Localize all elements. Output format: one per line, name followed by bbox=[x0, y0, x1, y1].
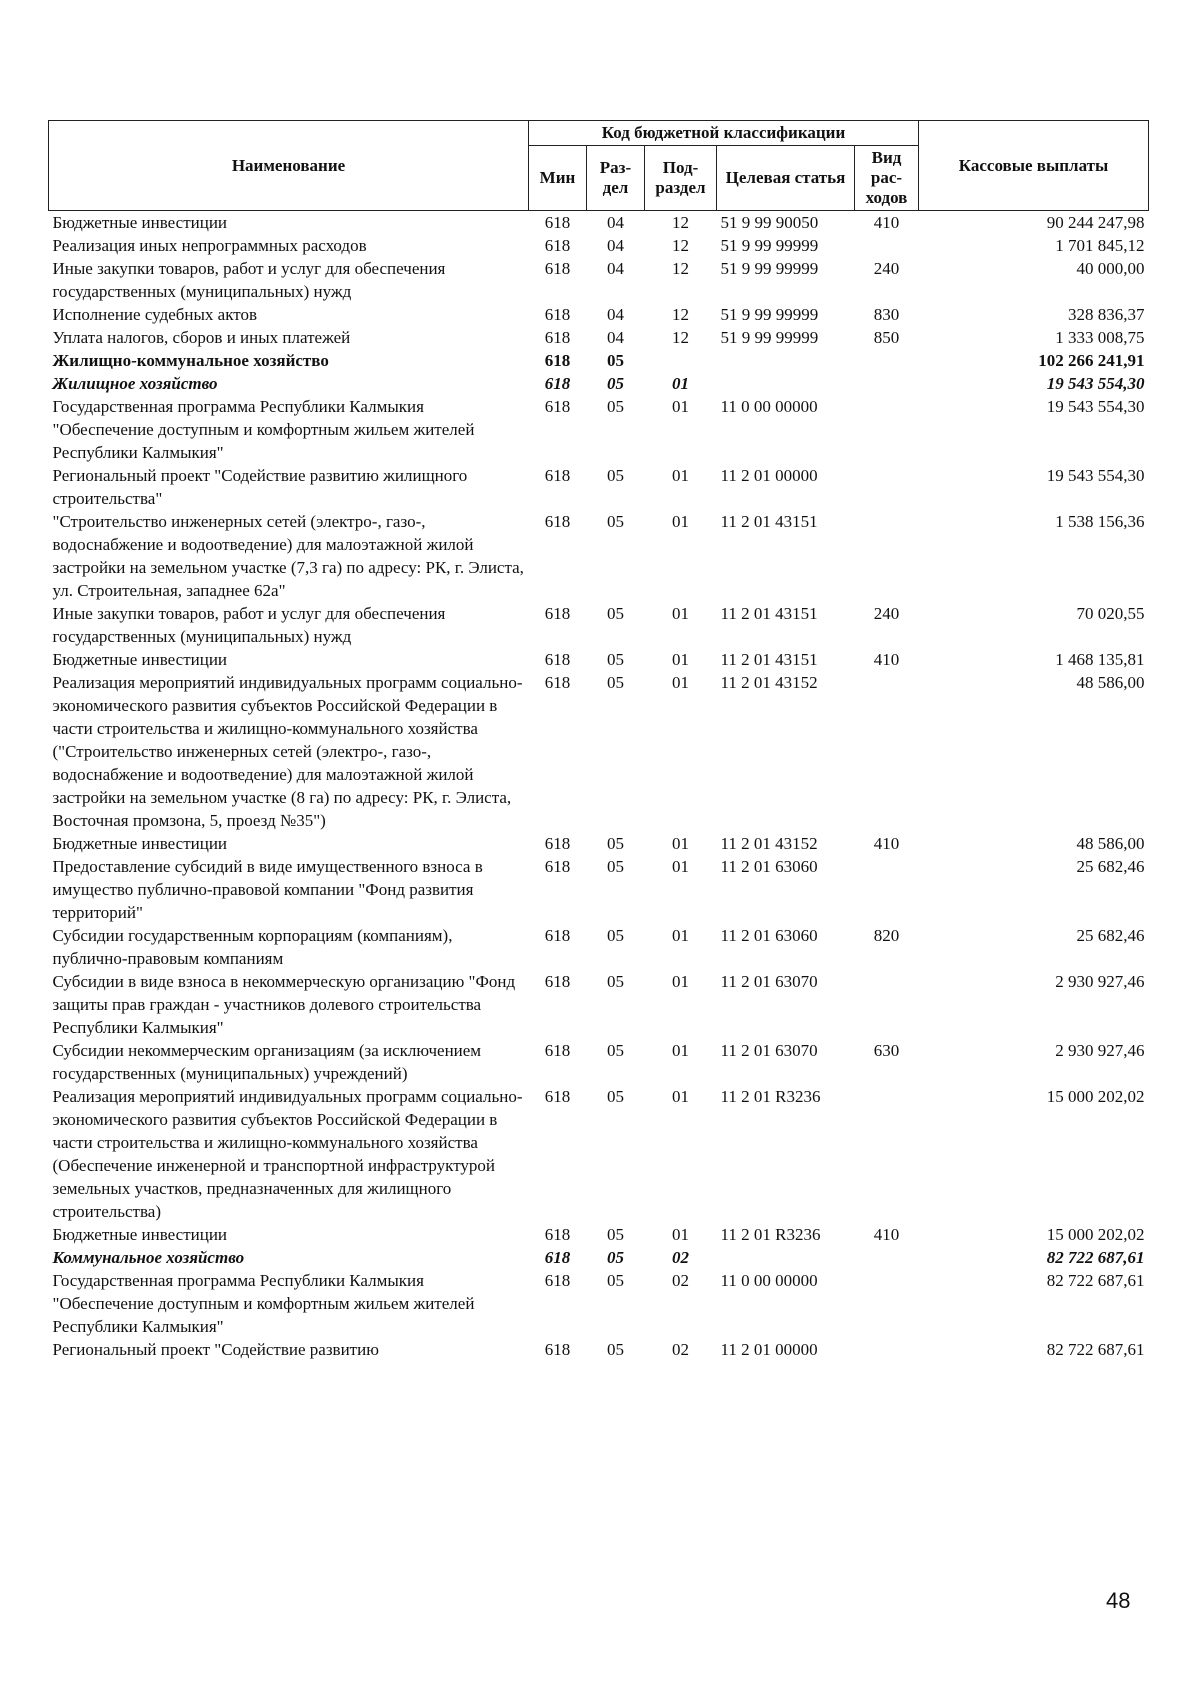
row-podrazdel: 01 bbox=[672, 673, 689, 692]
row-min: 618 bbox=[544, 236, 571, 255]
row-vid bbox=[855, 1338, 919, 1361]
row-amount: 1 468 135,81 bbox=[1055, 650, 1145, 669]
row-razdel: 05 bbox=[607, 1225, 624, 1244]
table-row bbox=[49, 855, 1149, 924]
row-razdel: 05 bbox=[607, 857, 624, 876]
row-razdel: 05 bbox=[607, 1041, 624, 1060]
row-target: 11 0 00 00000 bbox=[720, 397, 818, 416]
row-podrazdel: 12 bbox=[672, 236, 689, 255]
table-row bbox=[49, 395, 1149, 464]
row-razdel: 05 bbox=[607, 466, 624, 485]
row-podrazdel: 01 bbox=[672, 1041, 689, 1060]
row-min: 618 bbox=[544, 1340, 571, 1359]
row-amount: 90 244 247,98 bbox=[1046, 213, 1145, 232]
row-razdel: 05 bbox=[607, 351, 624, 370]
row-vid bbox=[855, 1085, 919, 1223]
table-row bbox=[49, 303, 1149, 326]
row-vid: 410 bbox=[873, 1225, 900, 1244]
row-target: 11 2 01 63070 bbox=[720, 972, 818, 991]
row-razdel: 04 bbox=[607, 328, 624, 347]
row-vid bbox=[855, 510, 919, 602]
table-row bbox=[49, 1039, 1149, 1085]
row-amount: 25 682,46 bbox=[1076, 857, 1145, 876]
row-min: 618 bbox=[544, 1225, 571, 1244]
table-row bbox=[49, 648, 1149, 671]
row-razdel: 05 bbox=[607, 1340, 624, 1359]
row-name: "Строительство инженерных сетей (электро-, газо-, водоснабжение и водоотведение) для малоэтажной жилой застройки на земельном участке (7,3 га) по адресу: РК, г. Элиста, ул. Строительная, западнее 62а" bbox=[52, 512, 524, 600]
table-row bbox=[49, 1085, 1149, 1223]
row-podrazdel: 12 bbox=[672, 213, 689, 232]
row-target bbox=[717, 349, 855, 372]
row-name: Субсидии в виде взноса в некоммерческую организацию "Фонд защиты прав граждан - участников долевого строительства Республики Калмыкия" bbox=[52, 972, 516, 1037]
table-row bbox=[49, 1338, 1149, 1361]
row-podrazdel: 02 bbox=[672, 1248, 689, 1267]
row-min: 618 bbox=[544, 397, 571, 416]
header-vid: Вид рас-ходов bbox=[855, 146, 919, 211]
table-row bbox=[49, 257, 1149, 303]
row-podrazdel: 01 bbox=[672, 926, 689, 945]
table-row bbox=[49, 832, 1149, 855]
table-row bbox=[49, 234, 1149, 257]
table-row bbox=[49, 464, 1149, 510]
row-razdel: 05 bbox=[607, 397, 624, 416]
row-target: 51 9 99 90050 bbox=[720, 213, 819, 232]
row-podrazdel: 02 bbox=[672, 1340, 689, 1359]
row-razdel: 05 bbox=[607, 926, 624, 945]
row-podrazdel: 01 bbox=[672, 397, 689, 416]
row-podrazdel: 12 bbox=[672, 305, 689, 324]
row-amount: 15 000 202,02 bbox=[1046, 1087, 1145, 1106]
row-name: Бюджетные инвестиции bbox=[52, 834, 228, 853]
row-vid bbox=[855, 464, 919, 510]
row-min: 618 bbox=[544, 834, 571, 853]
row-target: 11 2 01 43152 bbox=[720, 834, 818, 853]
row-vid bbox=[855, 671, 919, 832]
row-name: Бюджетные инвестиции bbox=[52, 650, 228, 669]
row-amount: 40 000,00 bbox=[1076, 259, 1145, 278]
table-row bbox=[49, 602, 1149, 648]
row-podrazdel: 01 bbox=[672, 604, 689, 623]
row-min: 618 bbox=[544, 328, 571, 347]
row-name: Государственная программа Республики Калмыкия "Обеспечение доступным и комфортным жильем жителей Республики Калмыкия" bbox=[52, 1271, 475, 1336]
row-podrazdel: 01 bbox=[672, 857, 689, 876]
row-razdel: 05 bbox=[607, 512, 624, 531]
row-razdel: 05 bbox=[607, 604, 624, 623]
row-min: 618 bbox=[544, 857, 571, 876]
row-amount: 70 020,55 bbox=[1076, 604, 1145, 623]
row-vid bbox=[855, 372, 919, 395]
header-razdel: Раз-дел bbox=[587, 146, 645, 211]
row-min: 618 bbox=[544, 673, 571, 692]
row-amount: 25 682,46 bbox=[1076, 926, 1145, 945]
header-target: Целевая статья bbox=[717, 146, 855, 211]
table-row bbox=[49, 510, 1149, 602]
row-vid: 240 bbox=[873, 604, 900, 623]
row-name: Жилищное хозяйство bbox=[52, 374, 218, 393]
row-min: 618 bbox=[544, 1248, 571, 1267]
row-amount: 328 836,37 bbox=[1068, 305, 1145, 324]
header-amount: Кассовые выплаты bbox=[919, 121, 1149, 211]
row-target: 51 9 99 99999 bbox=[720, 305, 819, 324]
document-page bbox=[48, 120, 1148, 1361]
row-name: Исполнение судебных актов bbox=[52, 305, 257, 324]
row-amount: 2 930 927,46 bbox=[1055, 972, 1145, 991]
budget-table bbox=[48, 120, 1149, 1361]
row-razdel: 05 bbox=[607, 1087, 624, 1106]
row-vid bbox=[855, 1269, 919, 1338]
row-min: 618 bbox=[544, 1087, 571, 1106]
row-target: 11 2 01 43151 bbox=[720, 512, 818, 531]
row-name: Реализация иных непрограммных расходов bbox=[52, 236, 367, 255]
row-podrazdel: 12 bbox=[672, 259, 689, 278]
row-amount: 15 000 202,02 bbox=[1046, 1225, 1145, 1244]
row-podrazdel: 01 bbox=[672, 466, 689, 485]
row-name: Государственная программа Республики Калмыкия "Обеспечение доступным и комфортным жильем жителей Республики Калмыкия" bbox=[52, 397, 475, 462]
row-podrazdel: 01 bbox=[672, 834, 689, 853]
row-target: 11 2 01 43151 bbox=[720, 604, 818, 623]
row-razdel: 04 bbox=[607, 236, 624, 255]
table-body bbox=[49, 211, 1149, 1362]
row-name: Реализация мероприятий индивидуальных программ социально-экономического развития субъектов Российской Федерации в части строительства и жилищно-коммунального хозяйства ("Строительство инженерных сетей (электро-, газо-, водоснабжение и водоотведение) для малоэтажной жилой застройки на земельном участке (8 га) по адресу: РК, г. Элиста, Восточная промзона, 5, проезд №35") bbox=[52, 673, 523, 830]
row-amount: 19 543 554,30 bbox=[1046, 374, 1145, 393]
row-name: Жилищно-коммунальное хозяйство bbox=[52, 351, 329, 370]
header-podrazdel: Под-раздел bbox=[645, 146, 717, 211]
row-razdel: 05 bbox=[607, 1271, 624, 1290]
row-target: 11 2 01 R3236 bbox=[720, 1087, 821, 1106]
row-target: 11 2 01 43152 bbox=[720, 673, 818, 692]
row-amount: 102 266 241,91 bbox=[1038, 351, 1145, 370]
row-amount: 48 586,00 bbox=[1076, 673, 1145, 692]
row-podrazdel: 01 bbox=[672, 972, 689, 991]
row-name: Бюджетные инвестиции bbox=[52, 1225, 228, 1244]
row-target bbox=[717, 372, 855, 395]
row-name: Субсидии некоммерческим организациям (за исключением государственных (муниципальных) учреждений) bbox=[52, 1041, 482, 1083]
row-name: Реализация мероприятий индивидуальных программ социально-экономического развития субъектов Российской Федерации в части строительства и жилищно-коммунального хозяйства (Обеспечение инженерной и транспортной инфраструктурой земельных участков, предназначенных для жилищного строительства) bbox=[52, 1087, 523, 1221]
row-amount: 48 586,00 bbox=[1076, 834, 1145, 853]
table-row bbox=[49, 1223, 1149, 1246]
table-row bbox=[49, 326, 1149, 349]
table-row bbox=[49, 349, 1149, 372]
row-razdel: 05 bbox=[607, 650, 624, 669]
row-target: 51 9 99 99999 bbox=[720, 328, 819, 347]
row-min: 618 bbox=[544, 604, 571, 623]
row-vid: 410 bbox=[873, 213, 900, 232]
row-vid: 240 bbox=[873, 259, 900, 278]
row-amount: 19 543 554,30 bbox=[1046, 397, 1145, 416]
row-podrazdel: 01 bbox=[672, 1087, 689, 1106]
row-podrazdel: 01 bbox=[672, 650, 689, 669]
row-name: Иные закупки товаров, работ и услуг для обеспечения государственных (муниципальных) нужд bbox=[52, 259, 446, 301]
row-vid bbox=[855, 395, 919, 464]
table-row bbox=[49, 970, 1149, 1039]
row-podrazdel: 01 bbox=[672, 1225, 689, 1244]
row-vid bbox=[855, 855, 919, 924]
table-row bbox=[49, 671, 1149, 832]
row-target: 11 2 01 00000 bbox=[720, 1340, 818, 1359]
header-name: Наименование bbox=[49, 121, 529, 211]
row-target: 11 2 01 00000 bbox=[720, 466, 818, 485]
row-name: Иные закупки товаров, работ и услуг для обеспечения государственных (муниципальных) нужд bbox=[52, 604, 446, 646]
row-vid: 410 bbox=[873, 650, 900, 669]
row-min: 618 bbox=[544, 926, 571, 945]
row-razdel: 05 bbox=[607, 834, 624, 853]
row-target: 11 2 01 R3236 bbox=[720, 1225, 821, 1244]
table-header bbox=[49, 121, 1149, 211]
row-target bbox=[717, 1246, 855, 1269]
row-vid: 410 bbox=[873, 834, 900, 853]
table-row bbox=[49, 1269, 1149, 1338]
row-vid: 830 bbox=[873, 305, 900, 324]
row-amount: 1 538 156,36 bbox=[1055, 512, 1145, 531]
row-razdel: 04 bbox=[607, 213, 624, 232]
row-min: 618 bbox=[544, 1041, 571, 1060]
row-target: 51 9 99 99999 bbox=[720, 236, 819, 255]
row-name: Региональный проект "Содействие развитию bbox=[52, 1340, 379, 1359]
row-target: 11 0 00 00000 bbox=[720, 1271, 818, 1290]
row-name: Региональный проект "Содействие развитию жилищного строительства" bbox=[52, 466, 468, 508]
row-vid: 850 bbox=[873, 328, 900, 347]
row-vid: 820 bbox=[873, 926, 900, 945]
row-razdel: 05 bbox=[607, 374, 624, 393]
row-min: 618 bbox=[544, 374, 571, 393]
header-classification-group: Код бюджетной классификации bbox=[529, 121, 919, 146]
table-row bbox=[49, 211, 1149, 235]
table-row bbox=[49, 924, 1149, 970]
row-name: Субсидии государственным корпорациям (компаниям), публично-правовым компаниям bbox=[52, 926, 453, 968]
row-vid bbox=[855, 349, 919, 372]
row-vid bbox=[855, 970, 919, 1039]
row-amount: 1 701 845,12 bbox=[1055, 236, 1145, 255]
row-amount: 2 930 927,46 bbox=[1055, 1041, 1145, 1060]
row-amount: 82 722 687,61 bbox=[1046, 1340, 1145, 1359]
row-target: 11 2 01 43151 bbox=[720, 650, 818, 669]
row-min: 618 bbox=[544, 213, 571, 232]
row-podrazdel bbox=[645, 349, 717, 372]
row-amount: 1 333 008,75 bbox=[1055, 328, 1145, 347]
row-podrazdel: 01 bbox=[672, 374, 689, 393]
row-min: 618 bbox=[544, 259, 571, 278]
row-min: 618 bbox=[544, 351, 571, 370]
row-target: 11 2 01 63070 bbox=[720, 1041, 818, 1060]
row-vid bbox=[855, 234, 919, 257]
row-min: 618 bbox=[544, 1271, 571, 1290]
row-amount: 82 722 687,61 bbox=[1046, 1248, 1145, 1267]
row-amount: 19 543 554,30 bbox=[1046, 466, 1145, 485]
row-min: 618 bbox=[544, 466, 571, 485]
row-target: 11 2 01 63060 bbox=[720, 857, 818, 876]
row-razdel: 05 bbox=[607, 972, 624, 991]
row-razdel: 04 bbox=[607, 259, 624, 278]
row-target: 11 2 01 63060 bbox=[720, 926, 818, 945]
row-razdel: 04 bbox=[607, 305, 624, 324]
row-podrazdel: 12 bbox=[672, 328, 689, 347]
table-row bbox=[49, 372, 1149, 395]
row-podrazdel: 02 bbox=[672, 1271, 689, 1290]
row-razdel: 05 bbox=[607, 1248, 624, 1267]
row-name: Уплата налогов, сборов и иных платежей bbox=[52, 328, 351, 347]
row-min: 618 bbox=[544, 512, 571, 531]
page-number: 48 bbox=[1106, 1588, 1131, 1613]
row-target: 51 9 99 99999 bbox=[720, 259, 819, 278]
row-min: 618 bbox=[544, 972, 571, 991]
row-min: 618 bbox=[544, 305, 571, 324]
row-podrazdel: 01 bbox=[672, 512, 689, 531]
row-name: Коммунальное хозяйство bbox=[52, 1248, 245, 1267]
row-amount: 82 722 687,61 bbox=[1046, 1271, 1145, 1290]
header-min: Мин bbox=[529, 146, 587, 211]
row-name: Предоставление субсидий в виде имущественного взноса в имущество публично-правовой компании "Фонд развития территорий" bbox=[52, 857, 483, 922]
row-vid: 630 bbox=[873, 1041, 900, 1060]
row-vid bbox=[855, 1246, 919, 1269]
row-name: Бюджетные инвестиции bbox=[52, 213, 228, 232]
row-razdel: 05 bbox=[607, 673, 624, 692]
row-min: 618 bbox=[544, 650, 571, 669]
table-row bbox=[49, 1246, 1149, 1269]
